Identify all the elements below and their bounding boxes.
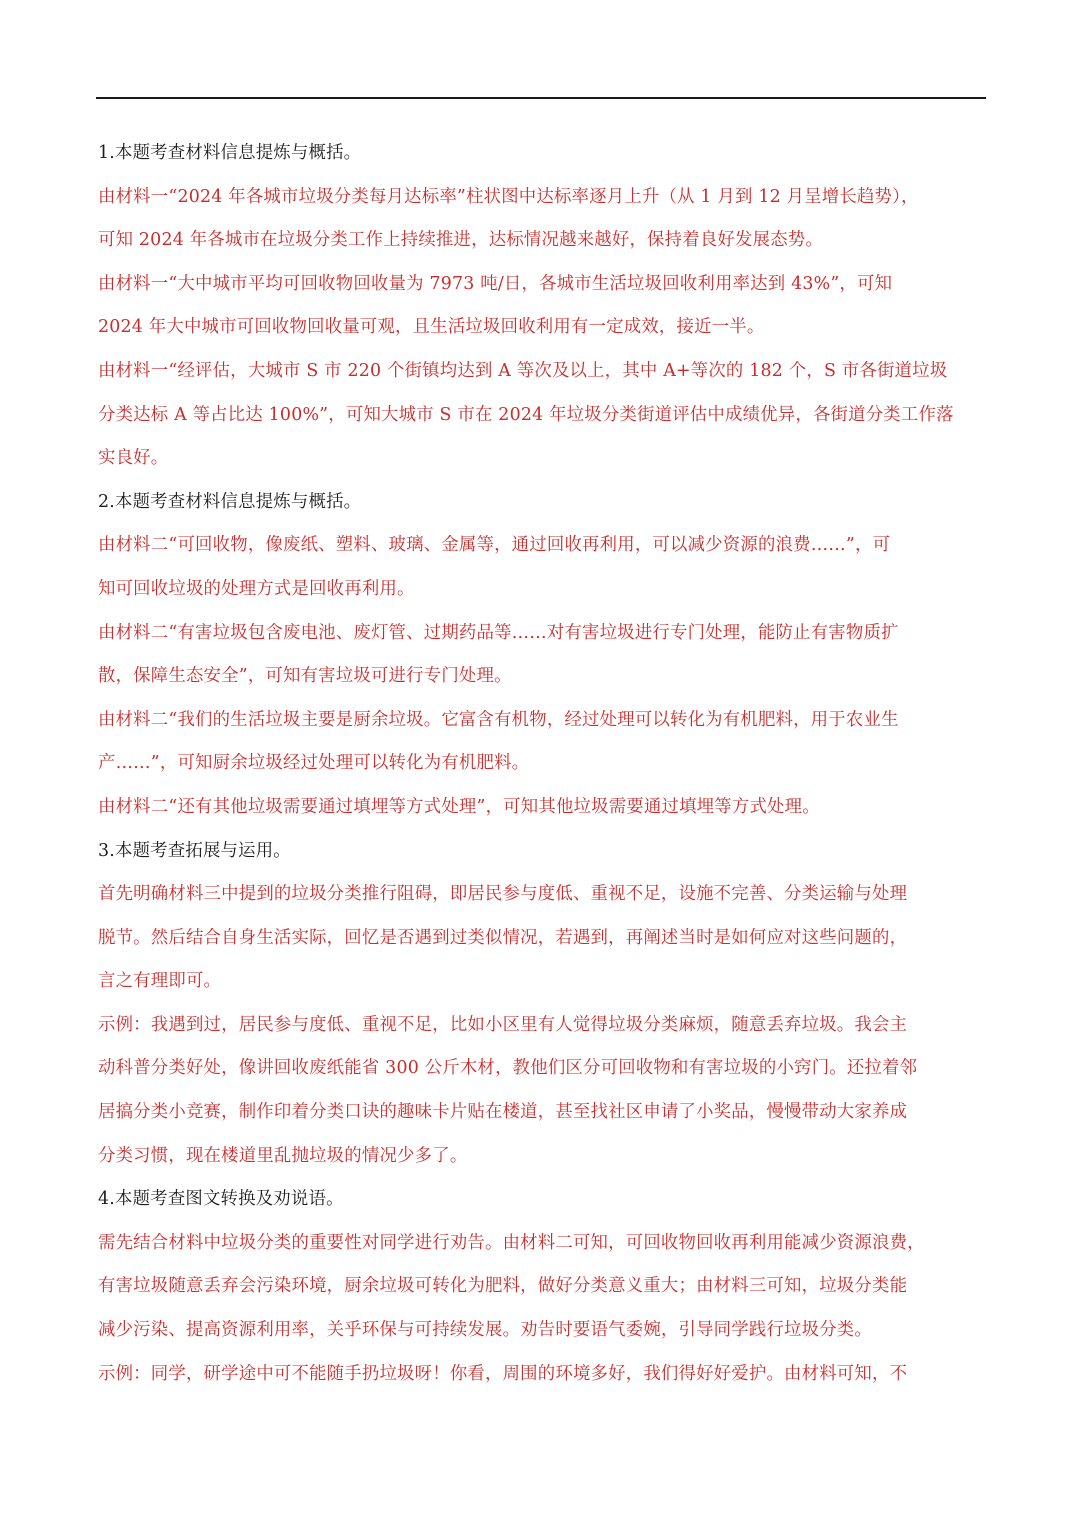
answer-line: 由材料二“还有其他垃圾需要通过填埋等方式处理”，可知其他垃圾需要通过填埋等方式处理。 — [98, 796, 820, 817]
answer-line: 由材料一“经评估，大城市 S 市 220 个街镇均达到 A 等次及以上，其中 A+等次的 182 个，S 市各街道垃圾 — [98, 360, 948, 381]
answer-line: 分类达标 A 等占比达 100%”，可知大城市 S 市在 2024 年垃圾分类街道评估中成绩优异，各街道分类工作落 — [98, 404, 954, 425]
answer-line: 可知 2024 年各城市在垃圾分类工作上持续推进，达标情况越来越好，保持着良好发展态势。 — [98, 230, 823, 251]
answer-line: 知可回收垃圾的处理方式是回收再利用。 — [98, 578, 415, 599]
answer-line: 实良好。 — [98, 448, 169, 469]
answer-line: 需先结合材料中垃圾分类的重要性对同学进行劝告。由材料二可知，可回收物回收再利用能减少资源浪费， — [98, 1232, 925, 1253]
header-rule — [96, 97, 986, 99]
answer-line: 示例：我遇到过，居民参与度低、重视不足，比如小区里有人觉得垃圾分类麻烦，随意丢弃垃圾。我会主 — [98, 1014, 908, 1035]
answer-line: 2024 年大中城市可回收物回收量可观，且生活垃圾回收利用有一定成效，接近一半。 — [98, 317, 765, 338]
answer-line: 脱节。然后结合自身生活实际，回忆是否遇到过类似情况，若遇到，再阐述当时是如何应对这些问题的， — [98, 927, 908, 948]
answer-line: 减少污染、提高资源利用率，关乎环保与可持续发展。劝告时要语气委婉，引导同学践行垃圾分类。 — [98, 1320, 872, 1341]
answer-line: 分类习惯，现在楼道里乱抛垃圾的情况少多了。 — [98, 1145, 468, 1166]
question-heading: 4.本题考查图文转换及劝说语。 — [98, 1189, 344, 1210]
answer-line: 由材料二“我们的生活垃圾主要是厨余垃圾。它富含有机物，经过处理可以转化为有机肥料，用于农业生 — [98, 709, 899, 730]
answer-line: 产……”，可知厨余垃圾经过处理可以转化为有机肥料。 — [98, 753, 530, 774]
answer-line: 首先明确材料三中提到的垃圾分类推行阻碍，即居民参与度低、重视不足，设施不完善、分类运输与处理 — [98, 884, 908, 905]
answer-line: 散，保障生态安全”，可知有害垃圾可进行专门处理。 — [98, 666, 512, 687]
answer-line: 示例：同学，研学途中可不能随手扔垃圾呀！你看，周围的环境多好，我们得好好爱护。由材料可知，不 — [98, 1363, 908, 1384]
answer-line: 言之有理即可。 — [98, 971, 222, 992]
answer-line: 有害垃圾随意丢弃会污染环境，厨余垃圾可转化为肥料，做好分类意义重大；由材料三可知，垃圾分类能 — [98, 1276, 908, 1297]
answer-line: 由材料二“可回收物，像废纸、塑料、玻璃、金属等，通过回收再利用，可以减少资源的浪费……”，可 — [98, 535, 891, 556]
question-heading: 1.本题考查材料信息提炼与概括。 — [98, 143, 362, 163]
answer-line: 居搞分类小竞赛，制作印着分类口诀的趣味卡片贴在楼道，甚至找社区申请了小奖品，慢慢带动大家养成 — [98, 1102, 908, 1123]
question-heading: 2.本题考查材料信息提炼与概括。 — [98, 491, 362, 512]
answer-line: 动科普分类好处，像讲回收废纸能省 300 公斤木材，教他们区分可回收物和有害垃圾的小窍门。还拉着邻 — [98, 1058, 918, 1079]
question-heading: 3.本题考查拓展与运用。 — [98, 840, 291, 861]
answer-line: 由材料二“有害垃圾包含废电池、废灯管、过期药品等……对有害垃圾进行专门处理，能防止有害物质扩 — [98, 622, 899, 643]
answer-line: 由材料一“大中城市平均可回收物回收量为 7973 吨/日，各城市生活垃圾回收利用率达到 43%”，可知 — [98, 273, 893, 294]
answer-line: 由材料一“2024 年各城市垃圾分类每月达标率”柱状图中达标率逐月上升（从 1 月到 12 月呈增长趋势）， — [98, 186, 919, 207]
document-body — [98, 132, 982, 1396]
